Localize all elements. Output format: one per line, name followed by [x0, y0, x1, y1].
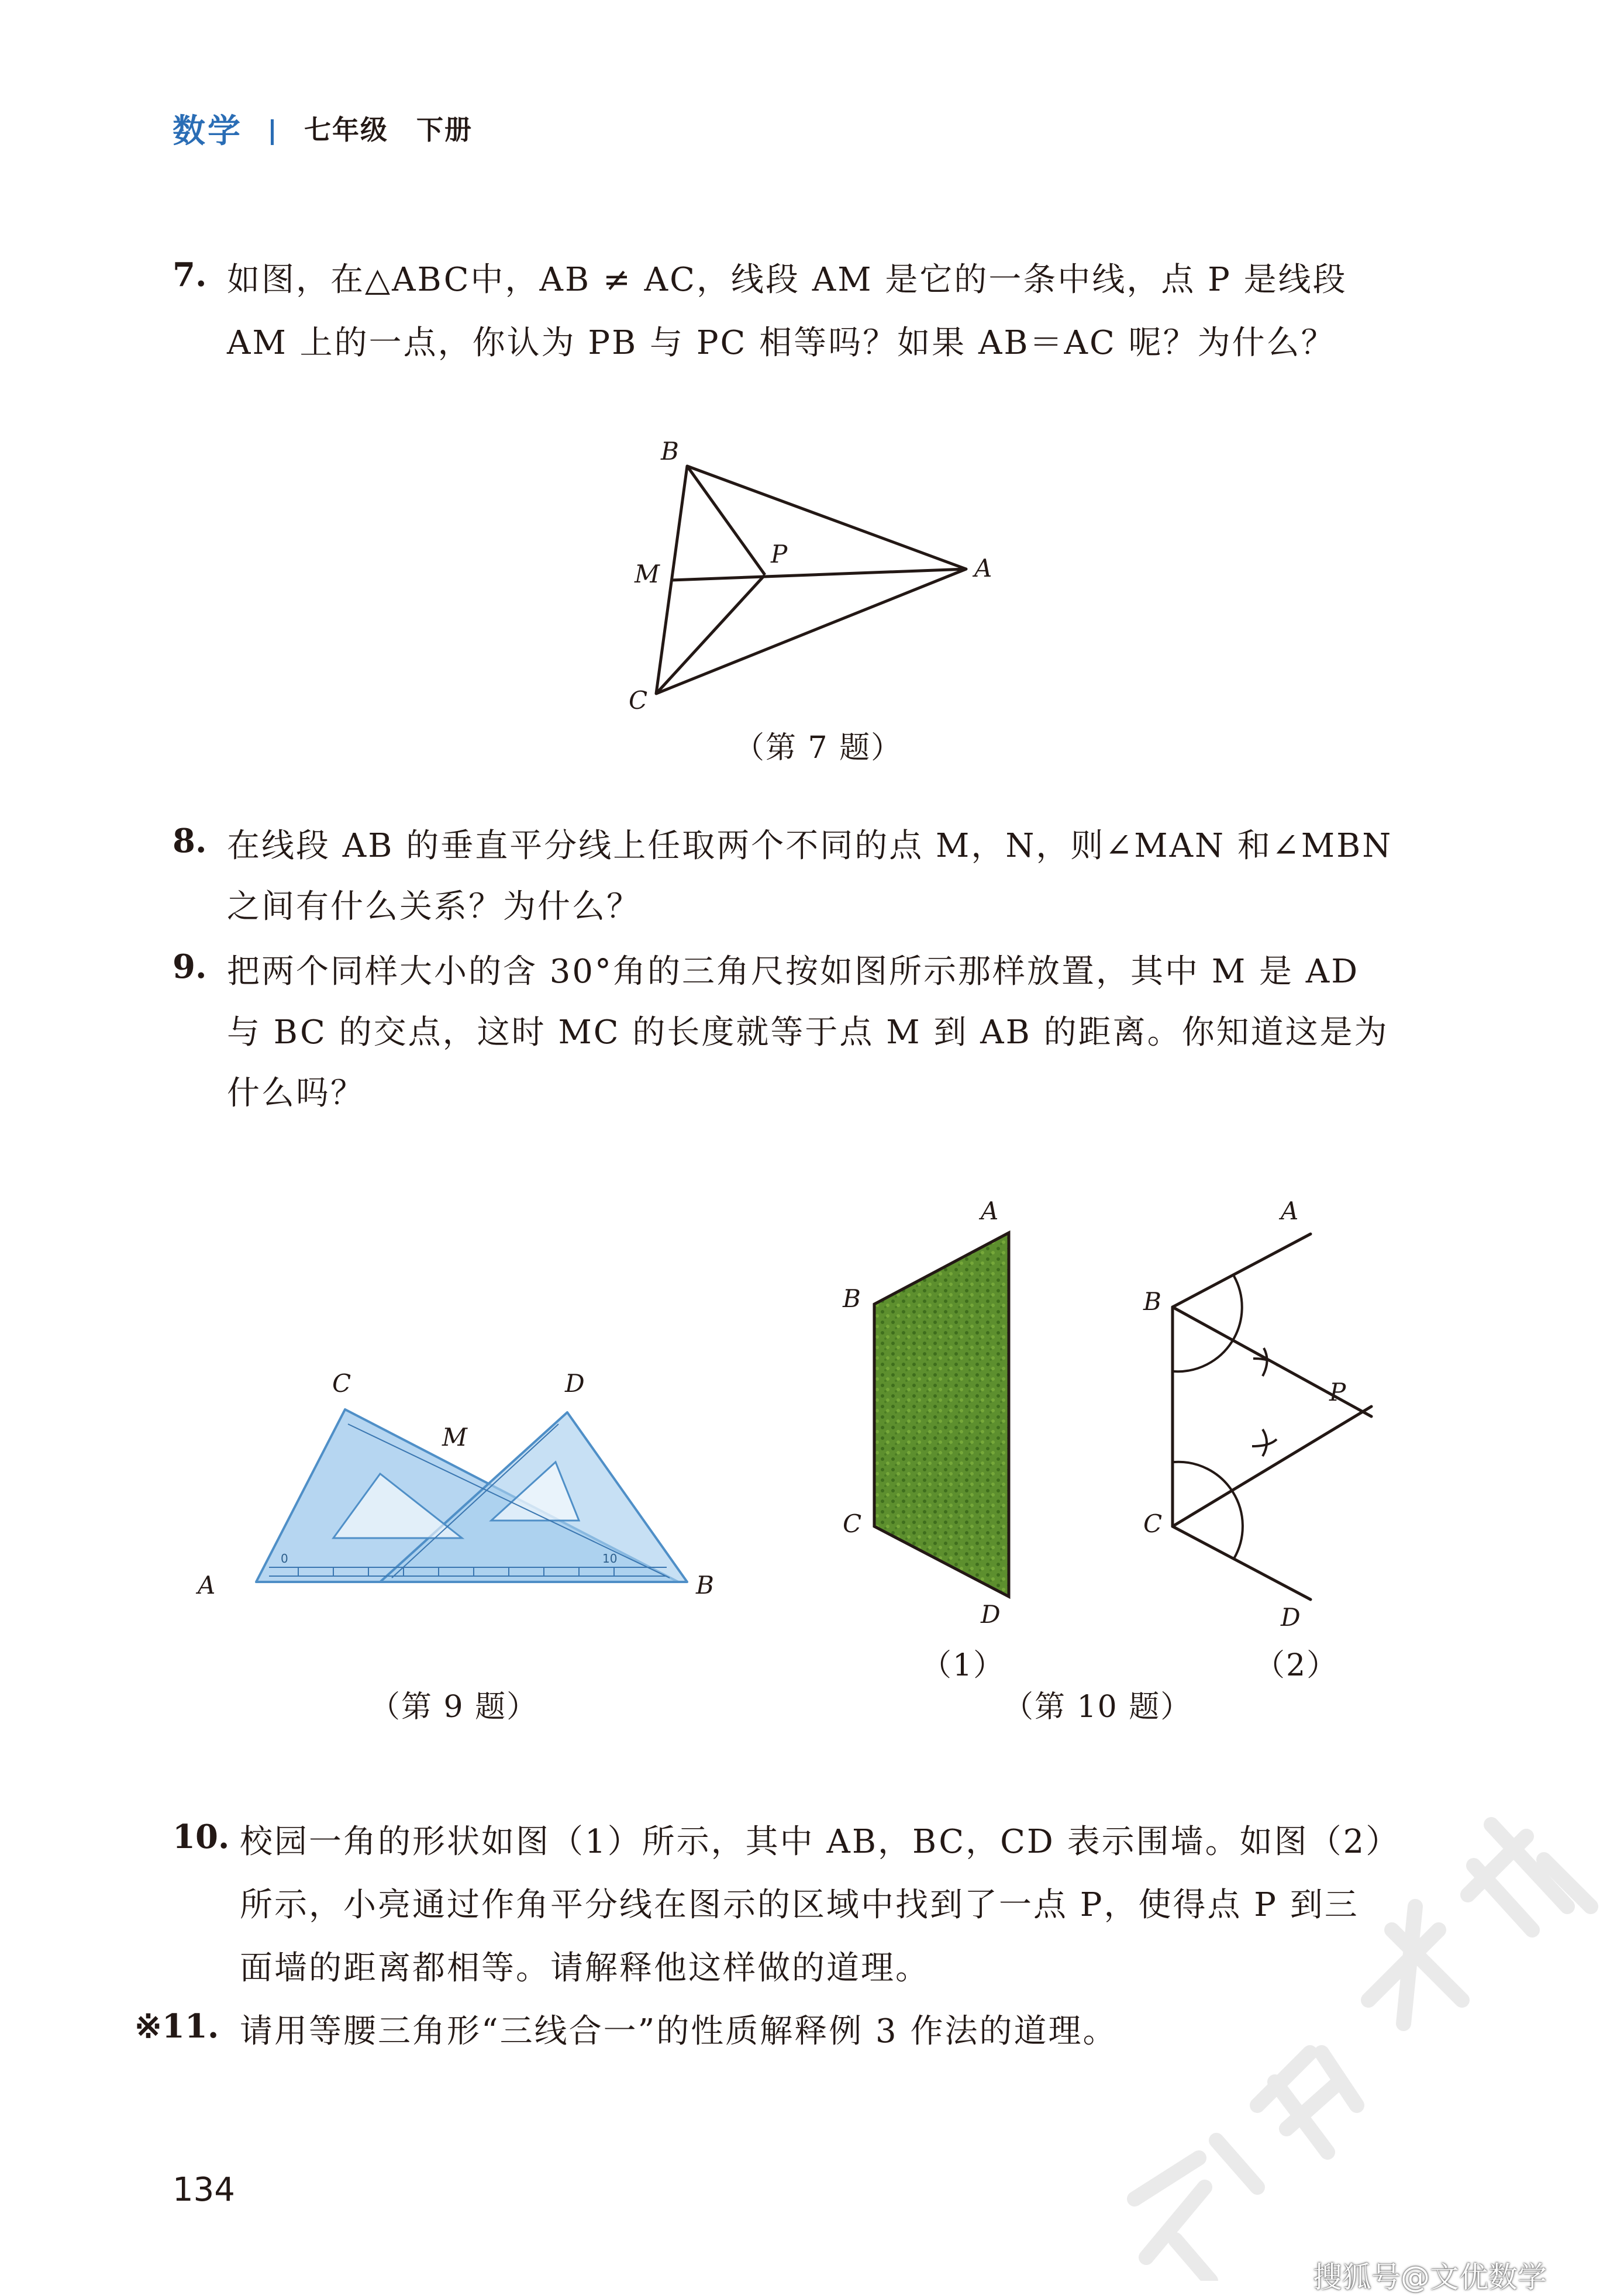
q10-fig1-label-c: C [843, 1509, 862, 1538]
q7-median-am [671, 569, 966, 580]
q10-line-1: 校园一角的形状如图（1）所示，其中 AB，BC，CD 表示围墙。如图（2） [240, 1823, 1401, 1861]
q7-label-c: C [629, 686, 648, 715]
q10-line-3: 面墙的距离都相等。请解释他这样做的道理。 [240, 1949, 930, 1987]
q9-label-a: A [198, 1571, 216, 1599]
q10-fig1-label-a: A [981, 1197, 999, 1225]
q10-fig2-label-b: B [1143, 1287, 1161, 1316]
q10-cross-arc-1 [1263, 1348, 1267, 1376]
q9-label-b: B [696, 1571, 714, 1599]
q7-segment-pc [656, 575, 765, 694]
q7-line-2: AM 上的一点，你认为 PB 与 PC 相等吗？如果 AB＝AC 呢？为什么？ [227, 324, 1336, 362]
q10-sub-caption-1: （1） [921, 1648, 1005, 1683]
q8-line-2: 之间有什么关系？为什么？ [227, 888, 641, 926]
q10-cross-arc-4 [1252, 1439, 1277, 1446]
publisher-seal-watermark [1064, 1778, 1614, 2281]
q9-ruler-mark-10: 10 [602, 1552, 618, 1566]
q10-fig1-label-b: B [843, 1284, 861, 1313]
q9-line-2: 与 BC 的交点，这时 MC 的长度就等于点 M 到 AB 的距离。你知道这是为 [227, 1013, 1389, 1052]
q7-label-a: A [974, 554, 992, 582]
q10-fig2-label-c: C [1143, 1509, 1163, 1538]
q9-label-d: D [565, 1369, 585, 1398]
q7-label-p: P [771, 540, 788, 568]
q9-label-m: M [442, 1423, 468, 1452]
q10-figure-2 [1132, 1193, 1412, 1643]
q8-number: 8. [173, 822, 207, 860]
q9-line-3: 什么吗？ [227, 1074, 365, 1112]
q10-line-2: 所示，小亮通过作角平分线在图示的区域中找到了一点 P，使得点 P 到三 [240, 1886, 1359, 1924]
q10-fig1-label-d: D [981, 1600, 1001, 1629]
q7-caption: （第 7 题） [734, 730, 903, 766]
q9-set-squares-figure [181, 1345, 743, 1614]
q10-lawn-region [874, 1233, 1009, 1597]
q9-number: 9. [173, 947, 207, 986]
q7-label-m: M [635, 560, 660, 588]
source-watermark: 搜狐号@文优数学 [1313, 2260, 1547, 2294]
q11-line-1: 请用等腰三角形“三线合一”的性质解释例 3 作法的道理。 [240, 2012, 1118, 2050]
q8-line-1: 在线段 AB 的垂直平分线上任取两个不同的点 M，N，则∠MAN 和∠MBN [227, 827, 1393, 865]
q7-triangle-figure [602, 433, 1023, 725]
header-grade: 七年级 下册 [304, 114, 473, 146]
q9-caption: （第 9 题） [370, 1690, 539, 1725]
q7-line-1: 如图，在△ABC中，AB ≠ AC，线段 AM 是它的一条中线，点 P 是线段 [227, 261, 1347, 299]
q10-caption: （第 10 题） [1003, 1690, 1192, 1725]
q10-cross-arc-3 [1263, 1429, 1267, 1456]
q9-line-1: 把两个同样大小的含 30°角的三角尺按如图所示那样放置，其中 M 是 AD [227, 953, 1360, 991]
page-number: 134 [173, 2171, 235, 2209]
q10-sub-caption-2: （2） [1254, 1648, 1339, 1683]
q9-label-c: C [332, 1369, 351, 1398]
header-divider [271, 119, 274, 145]
q7-label-b: B [661, 437, 679, 466]
q10-fig2-label-d: D [1281, 1603, 1301, 1632]
q11-number: ※11. [135, 2007, 219, 2046]
q7-number: 7. [173, 256, 207, 294]
q10-arc-b [1174, 1276, 1242, 1371]
q10-figure-1 [828, 1193, 1061, 1643]
header-subject: 数学 [173, 112, 243, 150]
q10-fig2-label-p: P [1329, 1378, 1346, 1406]
q9-ruler-mark-0: 0 [281, 1552, 288, 1566]
q10-fig2-label-a: A [1281, 1197, 1299, 1225]
q10-number: 10. [173, 1818, 230, 1856]
q7-segment-pb [687, 466, 765, 575]
